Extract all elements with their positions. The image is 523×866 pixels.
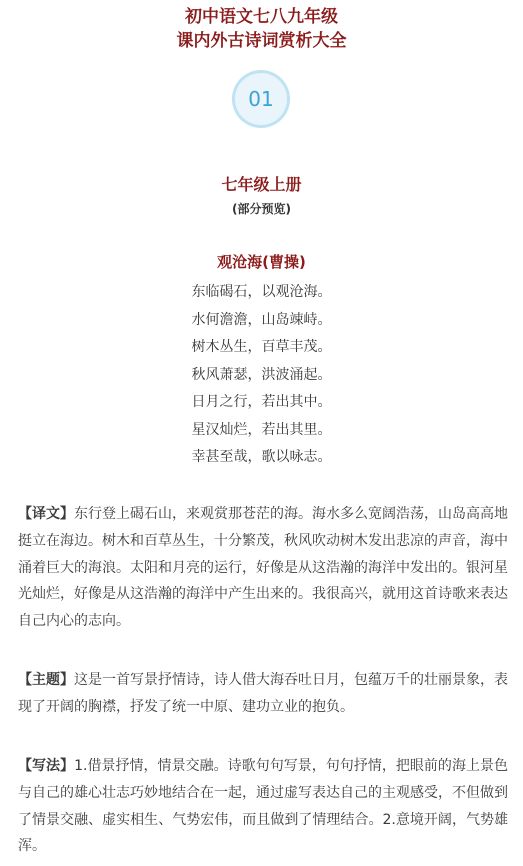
translation-paragraph — [18, 501, 508, 635]
number-badge: 01 — [232, 70, 290, 128]
poem-line: 水何澹澹，山岛竦峙。 — [191, 311, 332, 328]
translation-text: 东行登上碣石山，来观赏那苍茫的海。海水多么宽阔浩荡，山岛高高地挺立在海边。树木和百草丛生，十分繁茂，秋风吹动树木发出悲凉的声音，海中涌着巨大的海浪。太阳和月亮的运行，好像是从这浩瀚的海洋中发出的。银河星光灿烂，好像是从这浩瀚的海洋中产生出来的。我很高兴，就用这首诗歌来表达自己内心的志向。 — [18, 506, 508, 630]
poem-line: 日月之行，若出其中。 — [191, 394, 332, 410]
poem-title: 观沧海(曹操) — [217, 253, 306, 271]
theme-label: 【主题】 — [18, 672, 74, 688]
header-title-line1: 初中语文七八九年级 — [185, 7, 338, 27]
technique-label: 【写法】 — [18, 758, 75, 774]
poem-line: 秋风萧瑟，洪波涌起。 — [191, 366, 332, 383]
technique-text: 1.借景抒情，情景交融。诗歌句句写景，句句抒情，把眼前的海上景色与自己的雄心壮志巧妙地结合在一起，通过虚写表达自己的主观感受，不但做到了情景交融、虚实相生、气势宏伟，而且做到了情理结合。2.意境开阔，气势雄浑。 — [18, 758, 508, 855]
header-title-line2: 课内外古诗词赏析大全 — [176, 31, 347, 51]
poem-line: 幸甚至哉，歌以咏志。 — [191, 449, 332, 465]
section-title: 七年级上册 — [221, 175, 302, 194]
section-subtitle: (部分预览) — [232, 202, 291, 216]
theme-paragraph — [18, 667, 508, 721]
technique-paragraph — [18, 753, 508, 860]
poem-body — [0, 279, 523, 472]
theme-text: 这是一首写景抒情诗，诗人借大海吞吐日月，包蕴万千的壮丽景象，表现了开阔的胸襟，抒发了统一中原、建功立业的抱负。 — [18, 672, 508, 715]
poem-line: 星汉灿烂，若出其里。 — [191, 421, 332, 438]
poem-line: 树木丛生，百草丰茂。 — [191, 339, 332, 355]
translation-label: 【译文】 — [18, 506, 74, 522]
poem-line: 东临碣石，以观沧海。 — [191, 284, 332, 300]
